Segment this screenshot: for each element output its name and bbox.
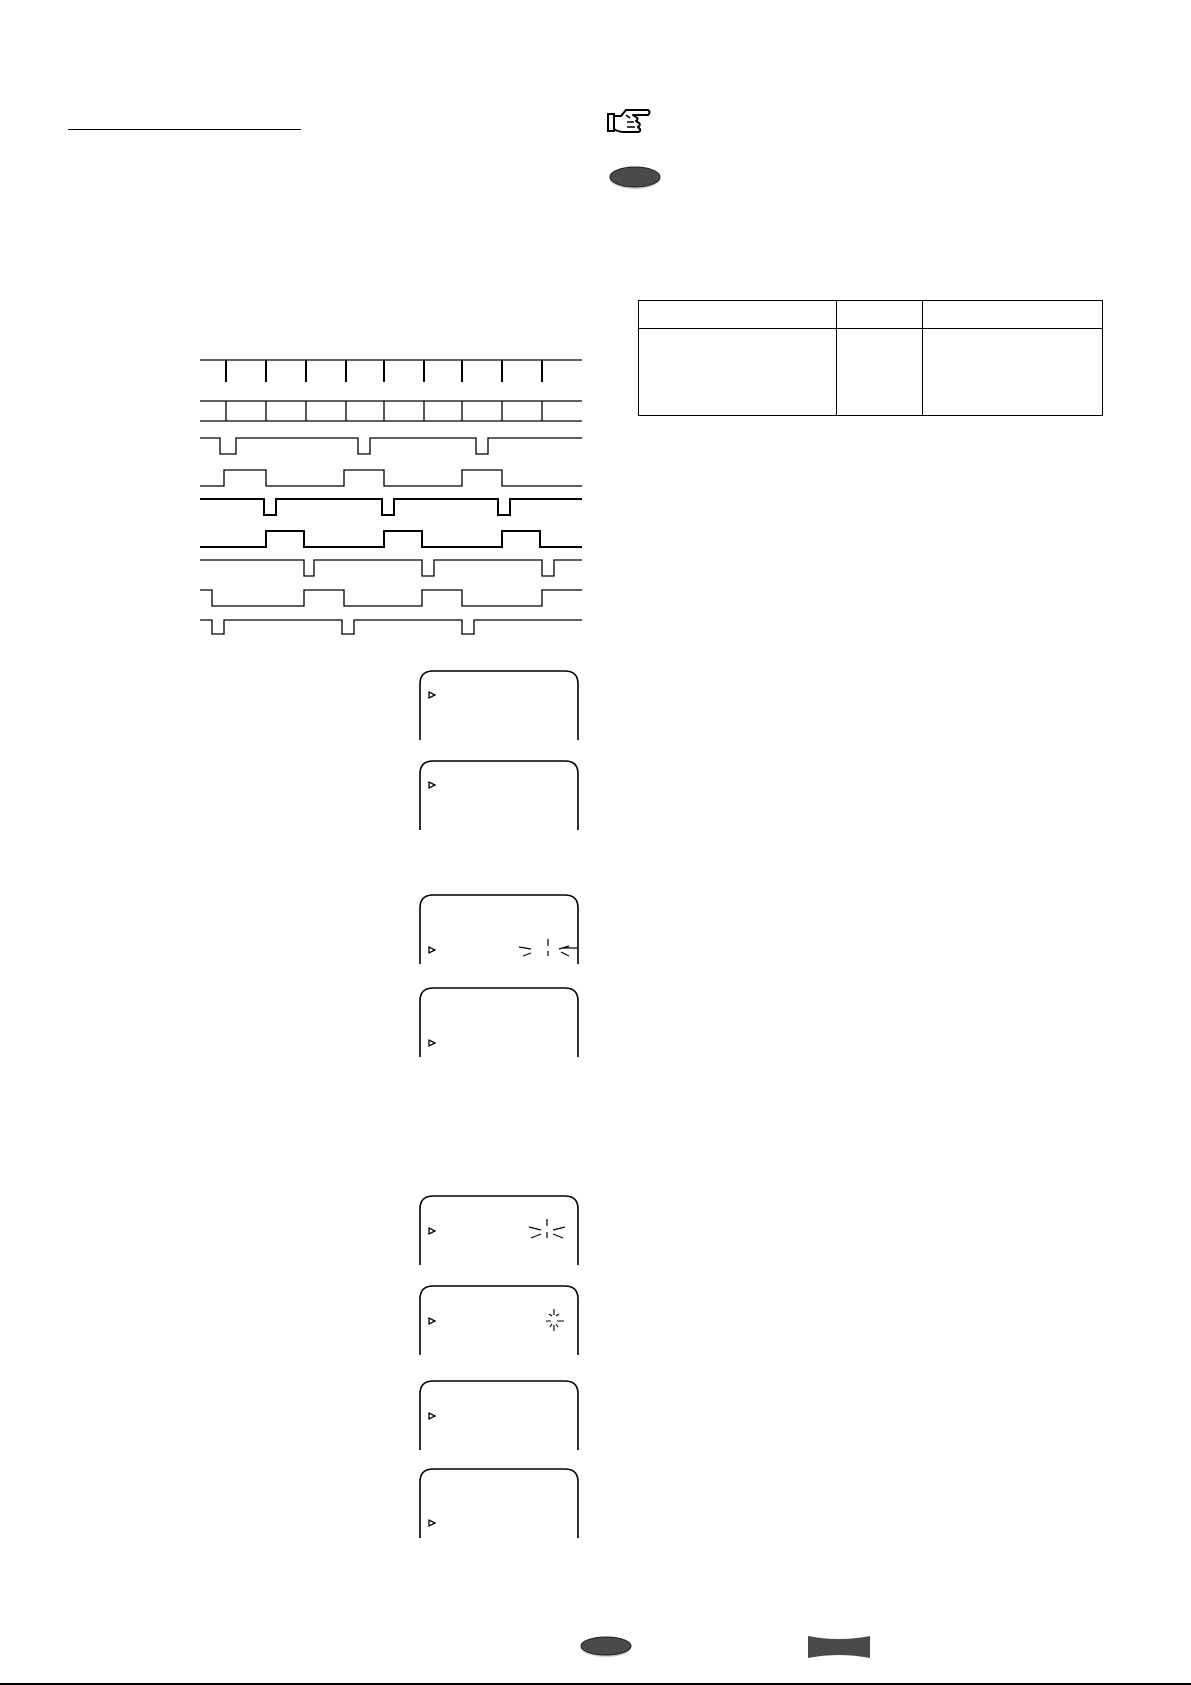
table-header-cell	[923, 301, 1103, 329]
table-header-cell	[837, 301, 923, 329]
table-cell	[639, 329, 837, 416]
lcd-panel	[419, 987, 579, 1057]
timing-signal-bus	[200, 401, 582, 421]
pointer-triangle-icon	[429, 1318, 435, 1324]
timing-signal-strobe-a	[200, 438, 582, 454]
pointer-triangle-icon	[429, 1520, 435, 1526]
timing-signal-phase-2	[200, 531, 582, 547]
timing-signal-clock-ticks	[226, 360, 542, 382]
blink-rays-icon	[519, 939, 577, 956]
oval-button-icon	[609, 166, 661, 190]
parameter-table	[638, 300, 1103, 416]
lcd-panel	[419, 894, 579, 964]
blink-rays-icon	[546, 1309, 564, 1331]
pointer-triangle-icon	[429, 782, 435, 788]
timing-diagram	[200, 350, 582, 640]
table-row	[639, 329, 1103, 416]
lcd-panel	[419, 1380, 579, 1450]
pointer-triangle-icon	[429, 1228, 435, 1234]
pointer-triangle-icon	[429, 1413, 435, 1419]
timing-signal-phase-1	[200, 470, 582, 486]
timing-signal-phase-3	[200, 590, 582, 606]
pointer-triangle-icon	[429, 947, 435, 953]
footer-oval-icon	[580, 1636, 632, 1658]
lcd-panel	[419, 1195, 579, 1265]
table-cell	[923, 329, 1103, 416]
pointing-hand-icon	[606, 104, 652, 138]
table-header-row	[639, 301, 1103, 329]
timing-signal-bus-ticks	[226, 401, 542, 421]
timing-signal-strobe-c	[200, 560, 582, 576]
footer-tab-icon	[808, 1636, 870, 1658]
pointer-triangle-icon	[429, 692, 435, 698]
lcd-panel	[419, 1468, 579, 1538]
heading-underline	[68, 129, 301, 130]
table-header-cell	[639, 301, 837, 329]
pointer-triangle-icon	[429, 1040, 435, 1046]
lcd-panel	[419, 760, 579, 830]
lcd-panel	[419, 670, 579, 740]
timing-signal-strobe-d	[200, 620, 582, 634]
lcd-panel	[419, 1285, 579, 1355]
table-cell	[837, 329, 923, 416]
timing-signal-strobe-b	[200, 499, 582, 515]
blink-rays-icon	[529, 1219, 565, 1238]
